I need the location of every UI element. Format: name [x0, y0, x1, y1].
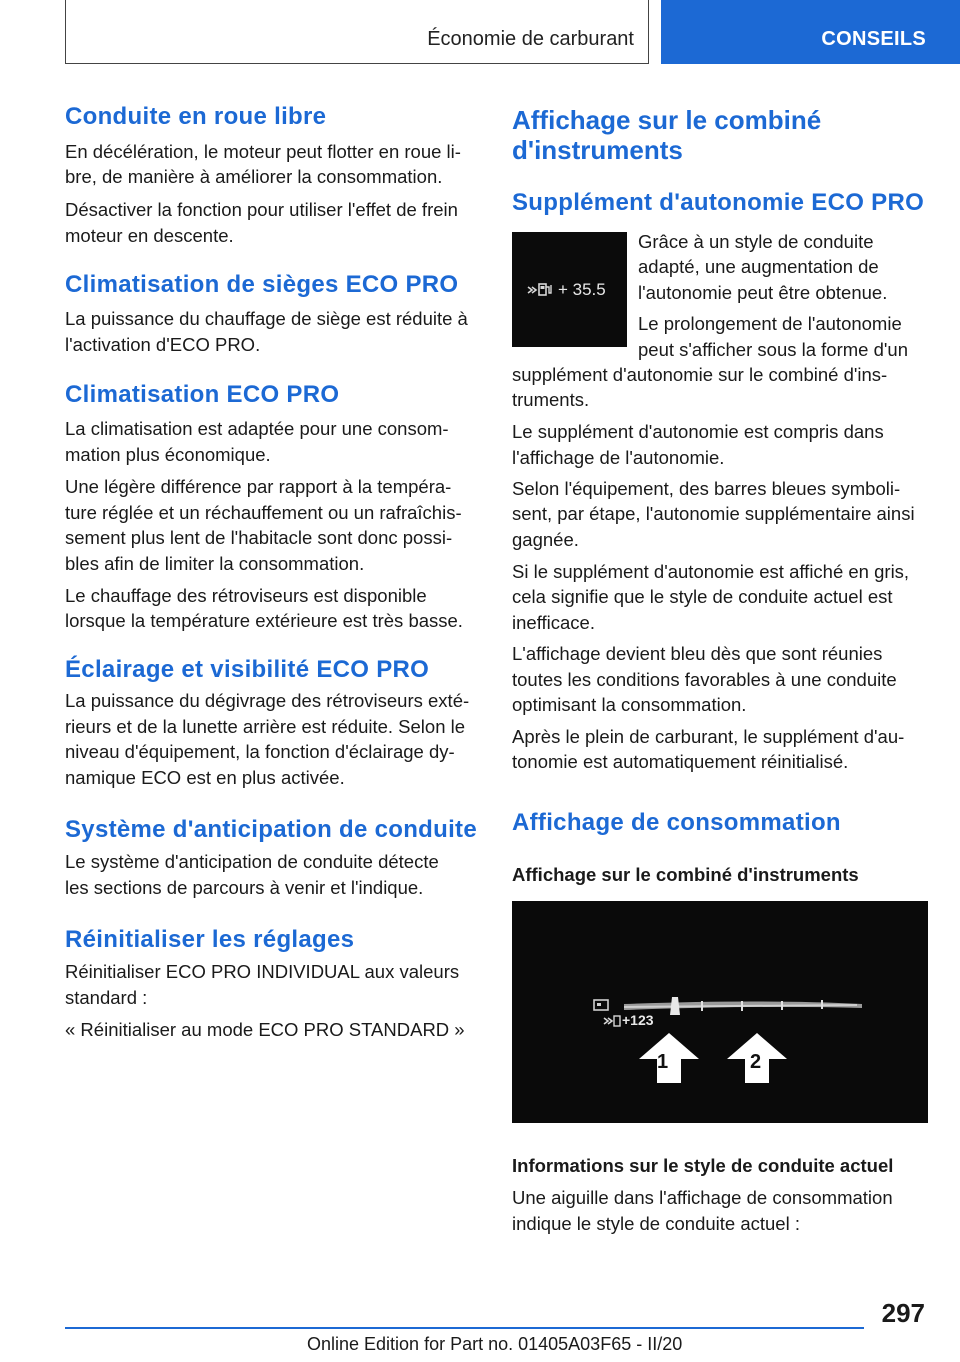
heading-supplement-autonomie: Supplément d'autonomie ECO PRO [512, 189, 925, 216]
paragraph-line: indique le style de conduite actuel : [512, 1213, 800, 1234]
paragraph-line: bre, de manière à améliorer la consommation. [65, 166, 443, 187]
paragraph-line: Réinitialiser ECO PRO INDIVIDUAL aux valeurs [65, 961, 460, 982]
footer-edition: Online Edition for Part no. 01405A03F65 - II/20 [307, 1334, 683, 1354]
paragraph-line: ture réglée et un réchauffement ou un rafraîchis- [65, 502, 462, 523]
paragraph-line: adapté, une augmentation de [638, 256, 879, 277]
paragraph-line: peut s'afficher sous la forme d'un [638, 339, 908, 360]
paragraph-line: truments. [512, 389, 590, 410]
paragraph-line: bles afin de limiter la consommation. [65, 553, 365, 574]
paragraph-line: niveau d'équipement, la fonction d'éclairage dy- [65, 741, 455, 762]
paragraph-line: Désactiver la fonction pour utiliser l'effet de frein [65, 199, 458, 220]
header-tab [661, 0, 960, 64]
paragraph-line: supplément d'autonomie sur le combiné d'ins- [512, 364, 888, 385]
paragraph-line: La puissance du dégivrage des rétroviseurs exté- [65, 690, 470, 711]
paragraph-line: lorsque la température extérieure est très basse. [65, 610, 463, 631]
paragraph-line: sement plus lent de l'habitacle sont donc possi- [65, 527, 453, 548]
header-section-title: Économie de carburant [427, 28, 634, 50]
paragraph-line: Une légère différence par rapport à la tempéra- [65, 476, 452, 497]
header-section-box [65, 0, 649, 64]
paragraph-line: standard : [65, 987, 148, 1008]
paragraph-line: namique ECO est en plus activée. [65, 767, 345, 788]
paragraph-line: « Réinitialiser au mode ECO PRO STANDARD » [65, 1019, 465, 1040]
range-extension-image [512, 232, 627, 347]
paragraph-line: La puissance du chauffage de siège est réduite à [65, 308, 468, 329]
paragraph-line: les sections de parcours à venir et l'indique. [65, 877, 424, 898]
paragraph-line: rieurs et de la lunette arrière est réduite. Selon le [65, 716, 466, 737]
heading-affichage-combine: Affichage sur le combiné [512, 105, 822, 135]
paragraph-line: toutes les conditions favorables à une conduite [512, 669, 897, 690]
heading-affichage-combine-cont: d'instruments [512, 135, 683, 165]
paragraph-line: optimisant la consommation. [512, 694, 747, 715]
callout-2-label: 2 [750, 1051, 762, 1073]
paragraph-line: Le supplément d'autonomie est compris dans [512, 421, 884, 442]
paragraph-line: Le chauffage des rétroviseurs est disponible [65, 585, 427, 606]
heading-reinitialiser: Réinitialiser les réglages [65, 926, 355, 953]
range-extension-value: + 35.5 [558, 280, 606, 299]
heading-anticipation: Système d'anticipation de conduite [65, 816, 477, 843]
paragraph-line: gagnée. [512, 529, 579, 550]
heading-eclairage: Éclairage et visibilité ECO PRO [65, 656, 430, 683]
paragraph-line: sent, par étape, l'autonomie supplémentaire ainsi [512, 503, 915, 524]
paragraph-line: Le prolongement de l'autonomie [638, 313, 902, 334]
paragraph-line: L'affichage devient bleu dès que sont réunies [512, 643, 883, 664]
paragraph-line: Après le plein de carburant, le supplément d'au- [512, 726, 905, 747]
callout-1-label: 1 [657, 1051, 669, 1073]
paragraph-line: Si le supplément d'autonomie est affiché en gris, [512, 561, 910, 582]
consumption-gauge-illustration [512, 901, 928, 1123]
consumption-display-image [512, 901, 928, 1123]
consumption-value: +123 [622, 1012, 654, 1028]
paragraph-line: l'affichage de l'autonomie. [512, 447, 725, 468]
footer-divider [65, 1327, 864, 1329]
paragraph-line: Une aiguille dans l'affichage de consommation [512, 1187, 893, 1208]
heading-roue-libre: Conduite en roue libre [65, 103, 327, 130]
subheading-combine: Affichage sur le combiné d'instruments [512, 864, 859, 885]
header-tab-label: CONSEILS [821, 28, 926, 50]
paragraph-line: inefficace. [512, 612, 595, 633]
page-number: 297 [881, 1298, 925, 1328]
heading-climatisation: Climatisation ECO PRO [65, 381, 340, 408]
subheading-style-conduite: Informations sur le style de conduite actuel [512, 1155, 894, 1176]
paragraph-line: La climatisation est adaptée pour une consom- [65, 418, 449, 439]
paragraph-line: tonomie est automatiquement réinitialisé. [512, 751, 849, 772]
paragraph-line: cela signifie que le style de conduite actuel est [512, 586, 893, 607]
heading-affichage-consommation: Affichage de consommation [512, 809, 841, 836]
paragraph-line: Grâce à un style de conduite [638, 231, 874, 252]
paragraph-line: l'autonomie peut être obtenue. [638, 282, 888, 303]
paragraph-line: mation plus économique. [65, 444, 271, 465]
paragraph-line: Le système d'anticipation de conduite détecte [65, 851, 439, 872]
paragraph-line: En décélération, le moteur peut flotter en roue li- [65, 141, 461, 162]
paragraph-line: l'activation d'ECO PRO. [65, 334, 261, 355]
paragraph-line: Selon l'équipement, des barres bleues symboli- [512, 478, 901, 499]
heading-climatisation-sieges: Climatisation de sièges ECO PRO [65, 271, 459, 298]
paragraph-line: moteur en descente. [65, 225, 234, 246]
